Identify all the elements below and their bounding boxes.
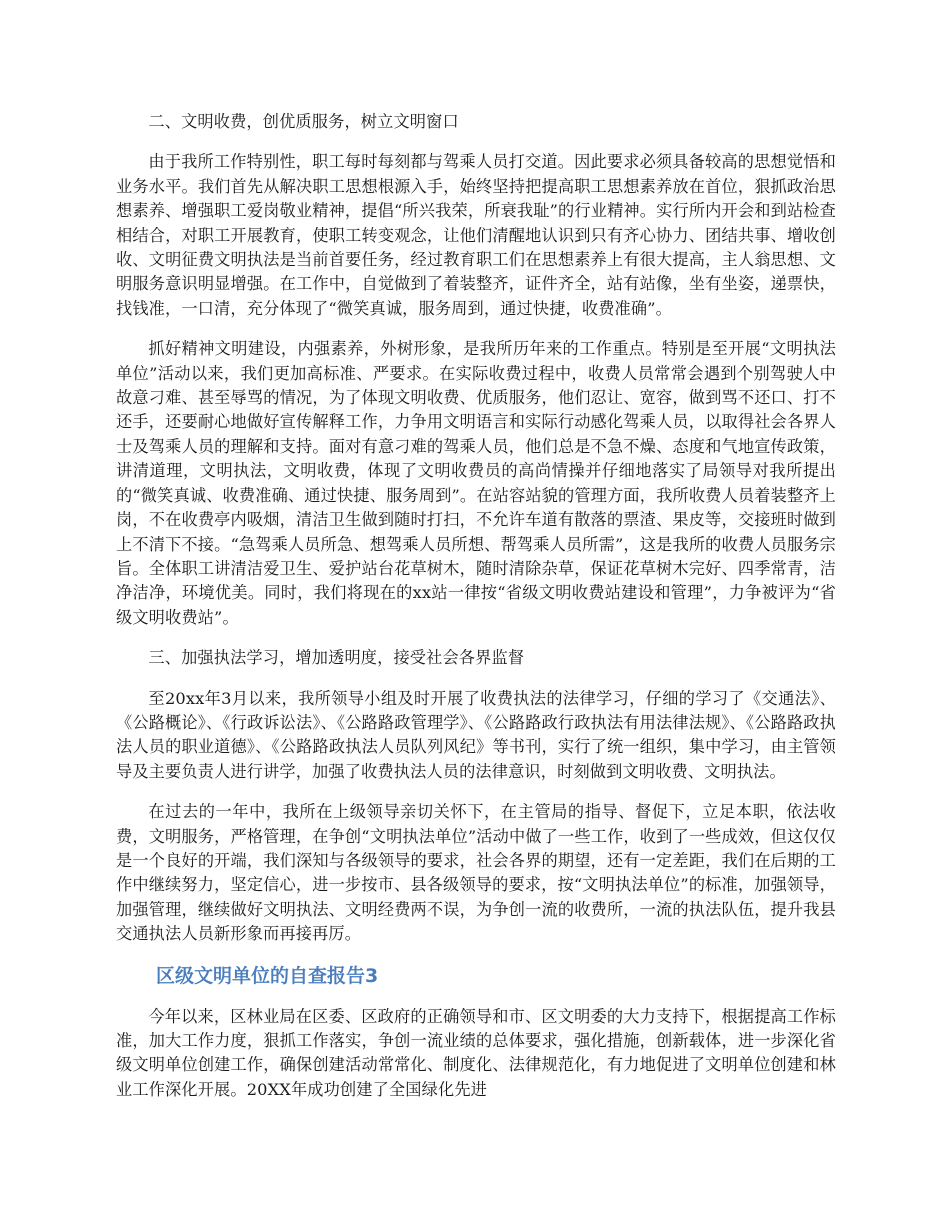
paragraph: 由于我所工作特别性，职工每时每刻都与驾乘人员打交道。因此要求必须具备较高的思想觉悟和业务水平。我们首先从解决职工思想根源入手，始终坚持把提高职工思想素养放在首位，狠抓政治思想素养、增强职工爱岗敬业精神，提倡“所兴我荣，所衰我耻”的行业精神。实行所内开会和到站检查相结合，对职工开展教育，使职工转变观念，让他们清醒地认识到只有齐心协力、团结共事、增收创收、文明征费文明执法是当前首要任务，经过教育职工们在思想素养上有很大提高，主人翁思想、文明服务意识明显增强。在工作中，自觉做到了着装整齐，证件齐全，站有站像，坐有坐姿，递票快，找钱准，一口清，充分体现了“微笑真诚，服务周到，通过快捷，收费准确”。 (116, 152, 836, 318)
document-page (116, 110, 836, 1102)
paragraph: 今年以来，区林业局在区委、区政府的正确领导和市、区文明委的大力支持下，根据提高工作标准，加大工作力度，狠抓工作落实，争创一流业绩的总体要求，强化措施，创新载体，进一步深化省级文明单位创建工作，确保创建活动常常化、制度化、法律规范化，有力地促进了文明单位创建和林业工作深化开展。20XX年成功创建了全国绿化先进 (116, 1006, 836, 1099)
section-heading-2: 二、文明收费，创优质服务，树立文明窗口 (148, 112, 459, 131)
report-title: 区级文明单位的自查报告3 (156, 964, 379, 987)
paragraph: 至20xx年3月以来，我所领导小组及时开展了收费执法的法律学习，仔细的学习了《交通法》、《公路概论》、《行政诉讼法》、《公路路政管理学》、《公路路政行政执法有用法律法规》、《公路路政执法人员的职业道德》、《公路路政执法人员队列风纪》等书刊，实行了统一组织，集中学习，由主管领导及主要负责人进行讲学，加强了收费执法人员的法律意识，时刻做到文明收费、文明执法。 (116, 688, 836, 781)
section-heading-3: 三、加强执法学习，增加透明度，接受社会各界监督 (148, 648, 525, 668)
paragraph: 在过去的一年中，我所在上级领导亲切关怀下，在主管局的指导、督促下，立足本职，依法收费，文明服务，严格管理，在争创“文明执法单位”活动中做了一些工作，收到了一些成效，但这仅仅是一个良好的开端，我们深知与各级领导的要求，社会各界的期望，还有一定差距，我们在后期的工作中继续努力，坚定信心，进一步按市、县各级领导的要求，按“文明执法单位”的标准，加强领导，加强管理，继续做好文明执法、文明经费两不误，为争创一流的收费所，一流的执法队伍，提升我县交通执法人员新形象而再接再厉。 (116, 802, 836, 944)
paragraph: 抓好精神文明建设，内强素养，外树形象，是我所历年来的工作重点。特别是至开展“文明执法单位”活动以来，我们更加高标准、严要求。在实际收费过程中，收费人员常常会遇到个别驾驶人中故意刁难、甚至辱骂的情况，为了体现文明收费、优质服务，他们忍让、宽容，做到骂不还口、打不还手，还要耐心地做好宣传解释工作，力争用文明语言和实际行动感化驾乘人员，以取得社会各界人士及驾乘人员的理解和支持。面对有意刁难的驾乘人员，他们总是不急不燥、态度和气地宣传政策，讲清道理，文明执法，文明收费，体现了文明收费员的高尚情操并仔细地落实了局领导对我所提出的“微笑真诚、收费准确、通过快捷、服务周到”。在站容站貌的管理方面，我所收费人员着装整齐上岗，不在收费亭内吸烟，清洁卫生做到随时打扫，不允许车道有散落的票渣、果皮等，交接班时做到上不清下不接。“急驾乘人员所急、想驾乘人员所想、帮驾乘人员所需”，这是我所的收费人员服务宗旨。全体职工讲清洁爱卫生、爱护站台花草树木，随时清除杂草，保证花草树木完好、四季常青，洁净洁净，环境优美。同时，我们将现在的xx站一律按“省级文明收费站建设和管理”，力争被评为“省级文明收费站”。 (116, 339, 836, 627)
